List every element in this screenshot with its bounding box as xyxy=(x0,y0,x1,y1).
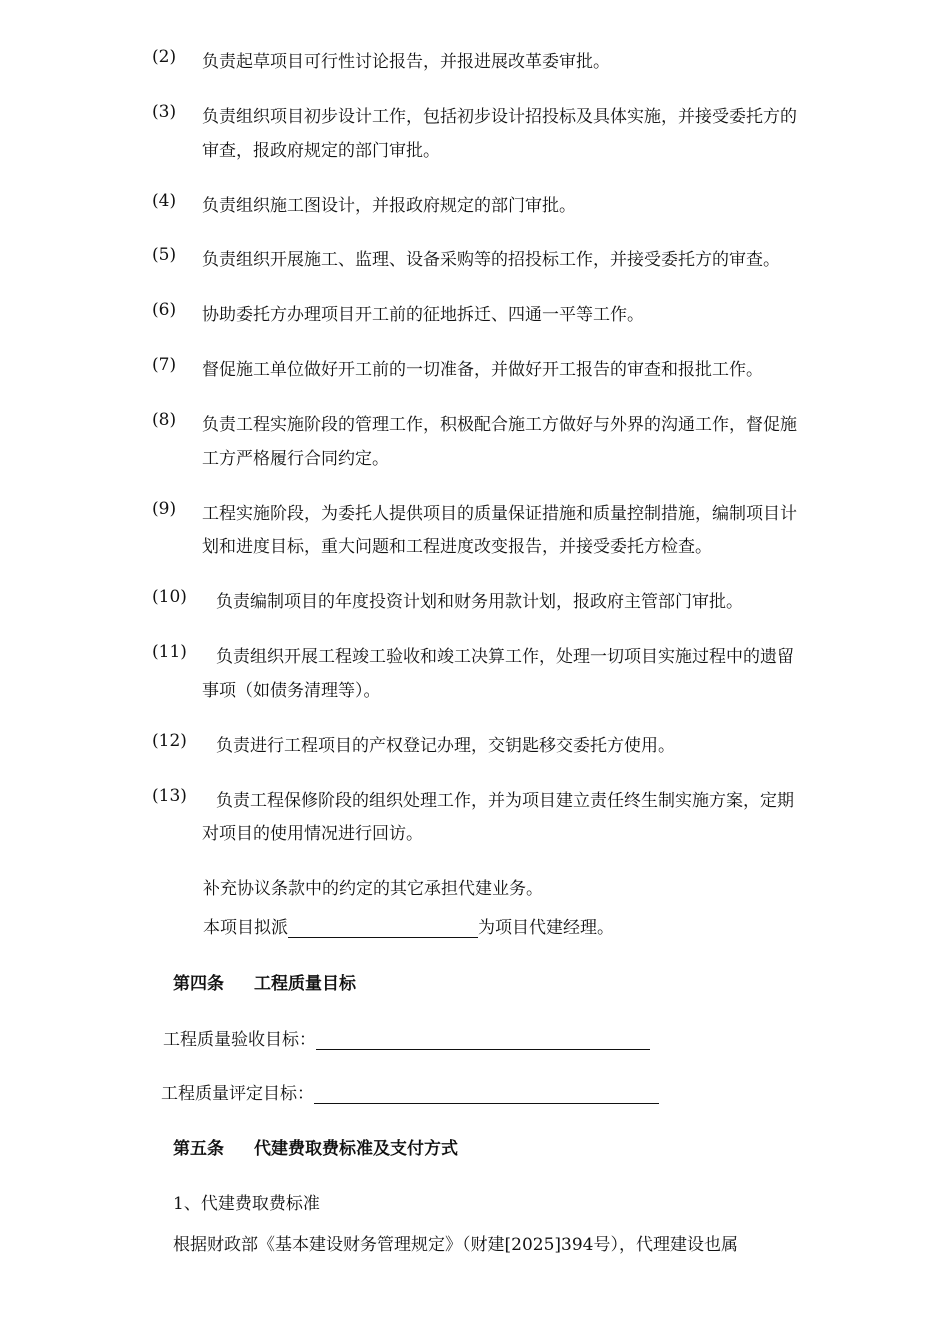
duty-text: 负责工程保修阶段的组织处理工作，并为项目建立责任终生制实施方案，定期 xyxy=(216,791,794,811)
duty-text: 负责组织开展工程竣工验收和竣工决算工作，处理一切项目实施过程中的遗留 xyxy=(216,647,794,667)
duty-text: 工程实施阶段，为委托人提供项目的质量保证措施和质量控制措施，编制项目计 xyxy=(202,504,797,524)
manager-line xyxy=(203,913,614,938)
article-4-number: 第四条 xyxy=(173,974,224,994)
duty-text: 负责起草项目可行性讨论报告，并报进展改革委审批。 xyxy=(202,52,610,72)
manager-text-after: 为项目代建经理。 xyxy=(478,918,614,938)
duty-text: 负责组织施工图设计，并报政府规定的部门审批。 xyxy=(202,196,576,216)
duty-text: 负责进行工程项目的产权登记办理，交钥匙移交委托方使用。 xyxy=(216,736,675,756)
duty-number: (3) xyxy=(152,102,177,122)
duty-number: (8) xyxy=(152,410,177,430)
quality-acceptance-blank[interactable] xyxy=(316,1029,650,1050)
duty-text-continued: 对项目的使用情况进行回访。 xyxy=(202,824,423,844)
duty-number: (5) xyxy=(152,245,177,265)
duty-number: (6) xyxy=(152,300,177,320)
duty-text-continued: 划和进度目标，重大问题和工程进度改变报告，并接受委托方检查。 xyxy=(202,537,712,557)
duty-number: (13) xyxy=(152,786,187,806)
duty-number: (4) xyxy=(152,191,177,211)
manager-name-blank[interactable] xyxy=(288,917,478,938)
quality-evaluation-blank[interactable] xyxy=(314,1083,659,1104)
duty-text: 负责工程实施阶段的管理工作，积极配合施工方做好与外界的沟通工作，督促施 xyxy=(202,415,797,435)
article-4-heading xyxy=(173,969,356,994)
quality-evaluation-line xyxy=(161,1079,659,1104)
article-5-title: 代建费取费标准及支付方式 xyxy=(254,1139,458,1159)
duty-text: 负责组织开展施工、监理、设备采购等的招投标工作，并接受委托方的审查。 xyxy=(202,250,780,270)
duty-text: 督促施工单位做好开工前的一切准备，并做好开工报告的审查和报批工作。 xyxy=(202,360,763,380)
article-5-heading xyxy=(173,1134,458,1159)
manager-text-before: 本项目拟派 xyxy=(203,918,288,938)
duty-text: 负责编制项目的年度投资计划和财务用款计划，报政府主管部门审批。 xyxy=(216,592,743,612)
supplement-text: 补充协议条款中的约定的其它承担代建业务。 xyxy=(203,879,543,899)
article-5-number: 第五条 xyxy=(173,1139,224,1159)
article-4-title: 工程质量目标 xyxy=(254,974,356,994)
duty-text-continued: 工方严格履行合同约定。 xyxy=(202,449,389,469)
quality-acceptance-label: 工程质量验收目标： xyxy=(163,1030,316,1050)
fee-text: 根据财政部《基本建设财务管理规定》（财建[2025]394号），代理建设也属 xyxy=(173,1235,738,1255)
duty-number: (11) xyxy=(152,642,187,662)
fee-subheading: 1、代建费取费标准 xyxy=(173,1194,320,1214)
duty-text: 协助委托方办理项目开工前的征地拆迁、四通一平等工作。 xyxy=(202,305,644,325)
duty-number: (7) xyxy=(152,355,177,375)
quality-acceptance-line xyxy=(163,1025,650,1050)
duty-number: (10) xyxy=(152,587,187,607)
duty-text: 负责组织项目初步设计工作，包括初步设计招投标及具体实施，并接受委托方的 xyxy=(202,107,797,127)
duty-number: (12) xyxy=(152,731,187,751)
duty-number: (2) xyxy=(152,47,177,67)
quality-evaluation-label: 工程质量评定目标： xyxy=(161,1084,314,1104)
duty-text-continued: 事项（如债务清理等）。 xyxy=(202,681,381,701)
duty-number: (9) xyxy=(152,499,177,519)
duty-text-continued: 审查，报政府规定的部门审批。 xyxy=(202,141,440,161)
